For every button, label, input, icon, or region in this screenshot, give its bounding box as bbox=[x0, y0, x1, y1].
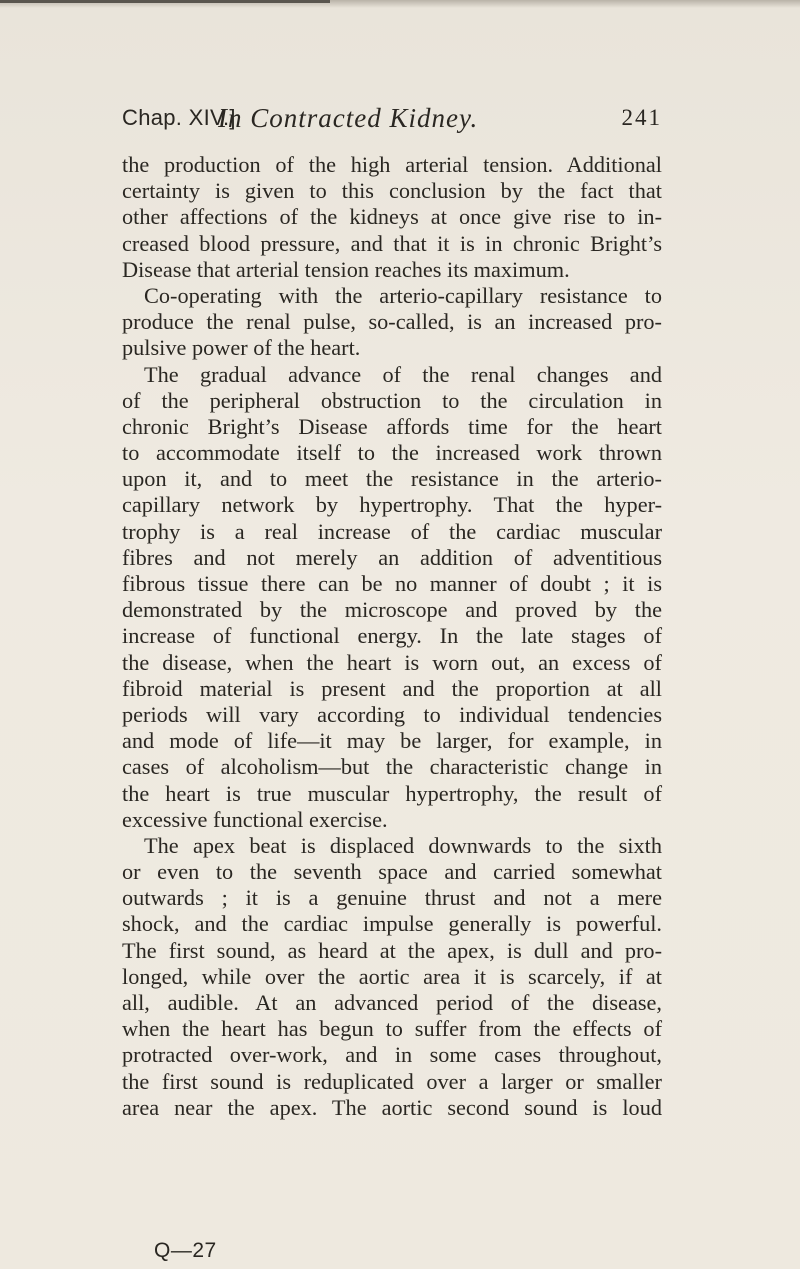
text-line: demonstrated by the microscope and proved by the bbox=[122, 597, 662, 623]
text-line: outwards ; it is a genuine thrust and not a mere bbox=[122, 885, 662, 911]
text-line: the production of the high arterial tension. Additional bbox=[122, 152, 662, 177]
page-top-edge bbox=[0, 0, 330, 3]
text-line: creased blood pressure, and that it is in chronic Bright’s bbox=[122, 230, 662, 256]
text-line: other affections of the kidneys at once give rise to in- bbox=[122, 204, 662, 230]
text-line: longed, while over the aortic area it is scarcely, if at bbox=[122, 963, 662, 989]
running-title: In Contracted Kidney. bbox=[218, 103, 479, 133]
running-head bbox=[122, 103, 662, 143]
text-line: pulsive power of the heart. bbox=[122, 335, 361, 361]
text-line: when the heart has begun to suffer from the effects of bbox=[122, 1016, 662, 1042]
text-line: trophy is a real increase of the cardiac muscular bbox=[122, 518, 662, 544]
text-line: fibres and not merely an addition of adventitious bbox=[122, 544, 662, 570]
text-line: The gradual advance of the renal changes and bbox=[144, 361, 662, 387]
body-text bbox=[122, 152, 662, 1121]
text-line: excessive functional exercise. bbox=[122, 806, 388, 832]
chapter-label: Chap. XIV.] bbox=[122, 105, 236, 130]
text-line: fibrous tissue there can be no manner of doubt ; it is bbox=[122, 571, 662, 596]
text-line: the first sound is reduplicated over a larger or smaller bbox=[122, 1068, 662, 1094]
text-line: area near the apex. The aortic second sound is loud bbox=[122, 1094, 662, 1120]
text-line: The apex beat is displaced downwards to the sixth bbox=[144, 832, 662, 858]
text-line: certainty is given to this conclusion by the fact that bbox=[122, 178, 662, 204]
text-line: produce the renal pulse, so-called, is an increased pro- bbox=[122, 309, 662, 335]
text-line: capillary network by hypertrophy. That the hyper- bbox=[122, 492, 662, 518]
text-line: or even to the seventh space and carried somewhat bbox=[122, 859, 662, 885]
text-line: cases of alcoholism—but the characteristic change in bbox=[122, 754, 662, 780]
page-number: 241 bbox=[621, 105, 662, 130]
text-line: shock, and the cardiac impulse generally is powerful. bbox=[122, 911, 662, 937]
text-line: periods will vary according to individual tendencies bbox=[122, 701, 662, 727]
signature-mark: Q—27 bbox=[154, 1239, 217, 1262]
text-line: Disease that arterial tension reaches its maximum. bbox=[122, 256, 570, 282]
text-line: chronic Bright’s Disease affords time for the heart bbox=[122, 413, 662, 439]
text-line: fibroid material is present and the proportion at all bbox=[122, 675, 662, 701]
text-line: upon it, and to meet the resistance in the arterio- bbox=[122, 466, 662, 492]
text-line: to accommodate itself to the increased work thrown bbox=[122, 440, 662, 466]
text-line: Co-operating with the arterio-capillary resistance to bbox=[144, 282, 662, 308]
text-line: of the peripheral obstruction to the circulation in bbox=[122, 387, 662, 413]
text-line: The first sound, as heard at the apex, is dull and pro- bbox=[122, 937, 662, 963]
text-line: the disease, when the heart is worn out, an excess of bbox=[122, 649, 662, 675]
text-line: protracted over-work, and in some cases throughout, bbox=[122, 1042, 662, 1068]
text-line: all, audible. At an advanced period of the disease, bbox=[122, 990, 662, 1015]
text-line: increase of functional energy. In the late stages of bbox=[122, 623, 662, 649]
text-line: the heart is true muscular hypertrophy, the result of bbox=[122, 780, 662, 806]
text-line: and mode of life—it may be larger, for example, in bbox=[122, 728, 662, 754]
